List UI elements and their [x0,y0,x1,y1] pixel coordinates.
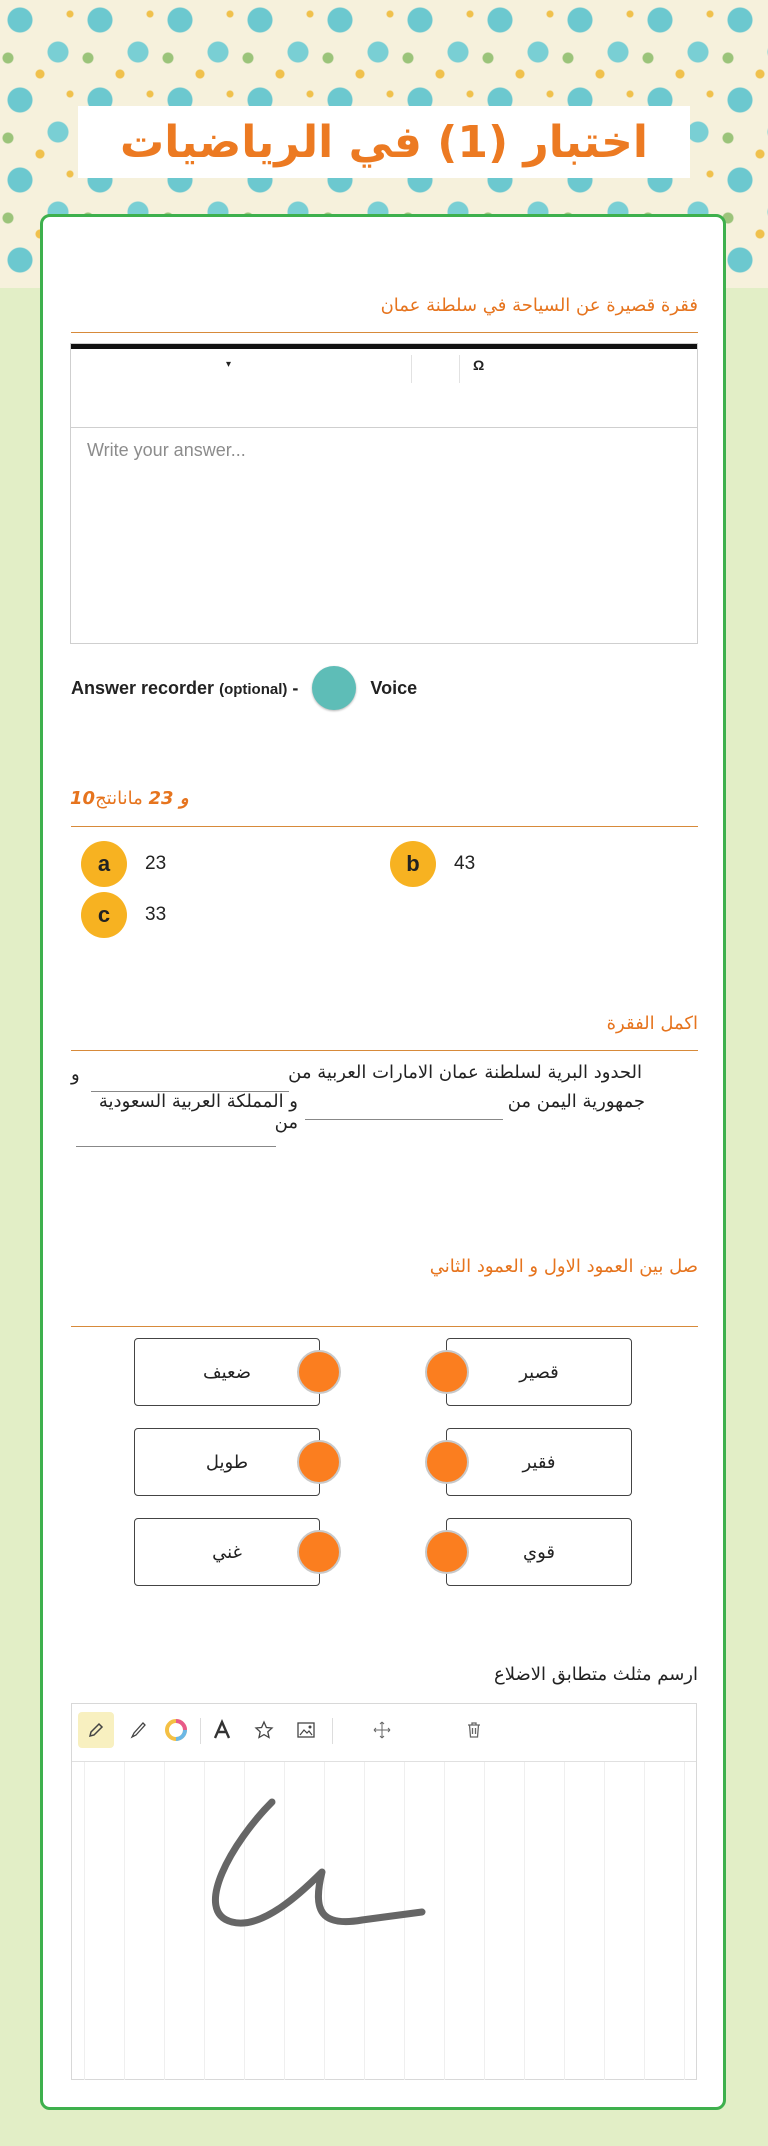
image-icon[interactable] [288,1712,324,1748]
star-icon[interactable] [246,1712,282,1748]
header-banner [78,106,690,178]
editor-toolbar [71,349,697,428]
question-5-title: ارسم مثلث متطابق الاضلاع [493,1664,698,1685]
question-1-title: فقرة قصيرة عن السياحة في سلطنة عمان [380,295,698,316]
fill-line-1: الحدود البرية لسلطنة عمان الامارات العربية من [288,1062,642,1083]
option-b[interactable] [390,841,475,887]
answer-recorder [71,664,417,712]
brush-icon[interactable] [120,1712,156,1748]
option-c[interactable] [81,892,166,938]
toolbar-separator [411,355,412,383]
match-right-item-3[interactable]: قوي [446,1518,632,1586]
fill-line-2a: جمهورية اليمن من [507,1091,645,1112]
match-left-connector-3[interactable] [297,1530,341,1574]
match-right-item-2[interactable]: فقير [446,1428,632,1496]
record-voice-button[interactable] [312,666,356,710]
page-title: اختبار (1) في الرياضيات [120,116,648,168]
drawing-canvas[interactable] [72,1761,696,2080]
match-left-item-1[interactable]: ضعيف [134,1338,320,1406]
match-right-connector-1[interactable] [425,1350,469,1394]
question-4-title: صل بين العمود الاول و العمود الثاني [429,1256,698,1277]
freehand-stroke [72,1762,696,2080]
recorder-label: Answer recorder (optional) - [71,677,299,698]
question-3-divider [71,1050,698,1051]
question-2-divider [71,826,698,827]
fill-blank-2[interactable] [305,1119,503,1120]
voice-label: Voice [370,677,418,698]
option-letter-badge: a [81,841,127,887]
option-a[interactable] [81,841,166,887]
question-3-title: اكمل الفقرة [606,1013,698,1034]
match-left-connector-2[interactable] [297,1440,341,1484]
option-value: 43 [454,853,476,874]
option-letter-badge: b [390,841,436,887]
tool-separator [200,1718,201,1744]
match-right-item-1[interactable]: قصير [446,1338,632,1406]
fill-blank-3[interactable] [76,1146,276,1147]
match-left-item-2[interactable]: طويل [134,1428,320,1496]
trash-icon[interactable] [456,1712,492,1748]
option-letter-badge: c [81,892,127,938]
question-4-divider [71,1326,698,1327]
special-character-icon[interactable]: Ω [473,357,485,373]
pencil-icon[interactable] [78,1712,114,1748]
question-1-divider [71,332,698,333]
question-2-title: 10و 23 مانانتج [70,788,189,809]
toolbar-separator [459,355,460,383]
drawing-area [71,1703,697,2080]
match-left-item-3[interactable]: غني [134,1518,320,1586]
tool-separator [332,1718,333,1744]
match-right-connector-2[interactable] [425,1440,469,1484]
match-left-connector-1[interactable] [297,1350,341,1394]
option-value: 33 [145,904,167,925]
color-wheel-icon[interactable] [158,1712,194,1748]
rich-text-editor[interactable] [70,343,698,644]
move-icon[interactable] [364,1712,400,1748]
answer-placeholder[interactable]: Write your answer... [87,440,246,460]
text-icon[interactable] [204,1712,240,1748]
match-right-connector-3[interactable] [425,1530,469,1574]
fill-line-1-and: و [71,1064,80,1085]
fill-line-2b: و المملكة العربية السعودية من [98,1091,298,1133]
font-dropdown-chevron-icon[interactable]: ▾ [226,359,232,370]
option-value: 23 [145,853,167,874]
